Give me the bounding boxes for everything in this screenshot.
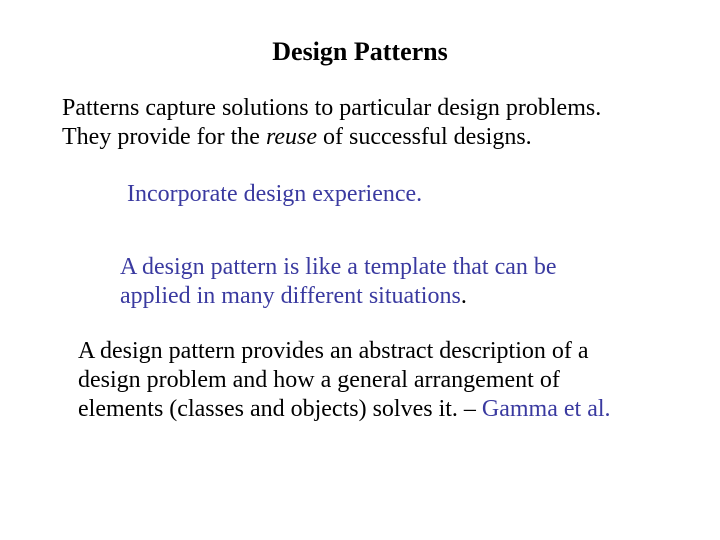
point-template-line-1: A design pattern is like a template that can be — [120, 254, 557, 280]
gamma-quote — [78, 337, 611, 424]
quote-attribution: Gamma et al. — [481, 396, 611, 422]
point-template — [120, 253, 557, 311]
intro-line-2-before: They provide for the — [62, 124, 266, 150]
reuse-emphasis: reuse — [265, 124, 318, 150]
intro-text — [62, 94, 601, 152]
intro-line-2-after: of successful designs. — [317, 124, 532, 150]
quote-line-3 — [78, 395, 611, 424]
slide-title: Design Patterns — [272, 37, 448, 66]
point-design-experience: Incorporate design experience. — [127, 181, 423, 207]
point-template-line-2-text: applied in many different situations — [120, 283, 461, 309]
intro-line-1: Patterns capture solutions to particular design problems. — [62, 95, 602, 121]
point-template-period: . — [460, 283, 467, 309]
quote-line-1: A design pattern provides an abstract description of a — [78, 338, 589, 364]
quote-line-3-text: elements (classes and objects) solves it. – — [78, 396, 482, 422]
quote-line-2: design problem and how a general arrangement of — [78, 367, 560, 393]
intro-line-2 — [62, 123, 601, 152]
point-template-line-2 — [120, 282, 557, 311]
